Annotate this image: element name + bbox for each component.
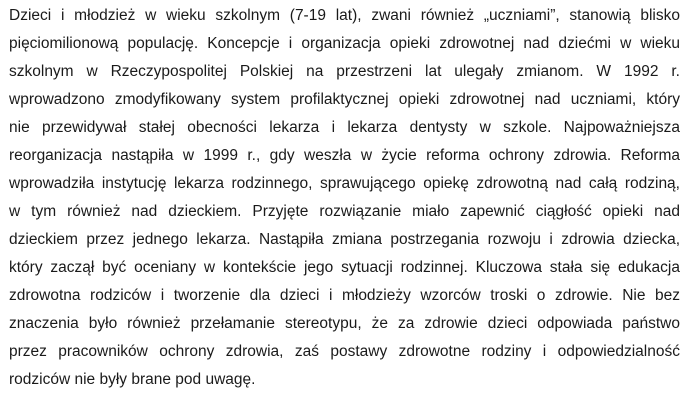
text-line-10: który zaczął być oceniany w kontekście jego sytuacji rodzinnej. Kluczowa stała się edukacja bbox=[9, 259, 680, 276]
text-line-8: w tym również nad dzieckiem. Przyjęte rozwiązanie miało zapewnić ciągłość opieki nad bbox=[9, 203, 680, 220]
text-line-12: znaczenia było również przełamanie stereotypu, że za zdrowie dzieci odpowiada państwo bbox=[9, 315, 680, 332]
text-line-3: szkolnym w Rzeczypospolitej Polskiej na przestrzeni lat ulegały zmianom. W 1992 r. bbox=[9, 63, 680, 80]
text-line-5: nie przewidywał stałej obecności lekarza i lekarza dentysty w szkole. Najpoważniejsza bbox=[9, 119, 680, 136]
text-line-9: dzieckiem przez jednego lekarza. Nastąpiła zmiana postrzegania rozwoju i zdrowia dziecka, bbox=[9, 231, 680, 248]
text-line-2: pięciomilionową populację. Koncepcje i organizacja opieki zdrowotnej nad dziećmi w wieku bbox=[9, 35, 680, 52]
text-line-14: rodziców nie były brane pod uwagę. bbox=[9, 371, 256, 388]
text-line-11: zdrowotna rodziców i tworzenie dla dzieci i młodzieży wzorców troski o zdrowie. Nie bez bbox=[9, 287, 680, 304]
text-line-6: reorganizacja nastąpiła w 1999 r., gdy weszła w życie reforma ochrony zdrowia. Reforma bbox=[9, 147, 680, 164]
text-line-4: wprowadzono zmodyfikowany system profilaktycznej opieki zdrowotnej nad uczniami, który bbox=[9, 91, 680, 108]
text-line-1: Dzieci i młodzież w wieku szkolnym (7-19 lat), zwani również „uczniami”, stanowią blisko bbox=[9, 7, 680, 24]
text-line-7: wprowadziła instytucję lekarza rodzinnego, sprawującego opiekę zdrowotną nad całą rodziną, bbox=[9, 175, 680, 192]
text-line-13: przez pracowników ochrony zdrowia, zaś postawy zdrowotne rodziny i odpowiedzialność bbox=[9, 343, 680, 360]
